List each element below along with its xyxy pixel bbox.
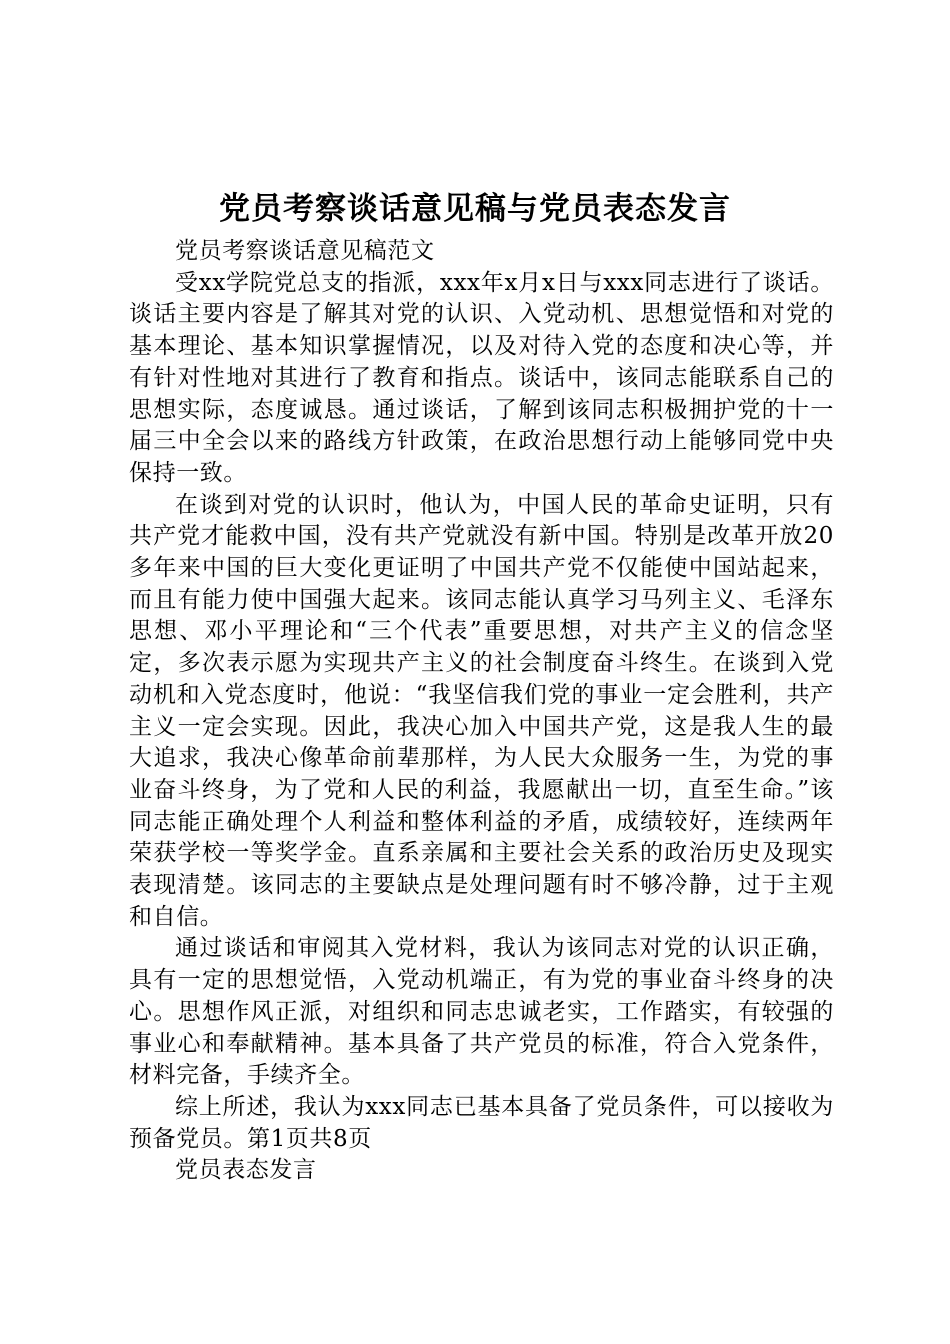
section-heading: 党员考察谈话意见稿范文: [175, 238, 435, 264]
document-body: [129, 236, 834, 1187]
section-heading: 党员表态发言: [175, 1157, 317, 1184]
paragraph: 在谈到对党的认识时，他认为，中国人民的革命史证明，只有共产党才能救中国，没有共产党就没有新中国。特别是改革开放20多年来中国的巨大变化更证明了中国共产党不仅能使中国站起来，而且有能力使中国强大起来。该同志能认真学习马列主义、毛泽东思想、邓小平理论和“三个代表”重要思想，对共产主义的信念坚定，多次表示愿为实现共产主义的社会制度奋斗终生。在谈到入党动机和入党态度时，他说：“我坚信我们党的事业一定会胜利，共产主义一定会实现。因此，我决心加入中国共产党，这是我人生的最大追求，我决心像革命前辈那样，为人民大众服务一生，为党的事业奋斗终身，为了党和人民的利益，我愿献出一切，直至生命。”该同志能正确处理个人利益和整体利益的矛盾，成绩较好，连续两年荣获学校一等奖学金。直系亲属和主要社会关系的政治历史及现实表现清楚。该同志的主要缺点是处理问题有时不够冷静，过于主观和自信。: [129, 491, 834, 930]
paragraph: 受xx学院党总支的指派，xxx年x月x日与xxx同志进行了谈话。谈话主要内容是了解其对党的认识、入党动机、思想觉悟和对党的基本理论、基本知识掌握情况，以及对待入党的态度和决心等，并有针对性地对其进行了教育和指点。谈话中，该同志能联系自己的思想实际，态度诚恳。通过谈话，了解到该同志积极拥护党的十一届三中全会以来的路线方针政策，在政治思想行动上能够同党中央保持一致。: [129, 269, 834, 486]
document-title: 党员考察谈话意见稿与党员表态发言: [219, 191, 731, 227]
paragraph: 通过谈话和审阅其入党材料，我认为该同志对党的认识正确，具有一定的思想觉悟，入党动机端正，有为党的事业奋斗终身的决心。思想作风正派，对组织和同志忠诚老实，工作踏实，有较强的事业心和奉献精神。基本具备了共产党员的标准，符合入党条件，材料完备，手续齐全。: [129, 935, 834, 1089]
paragraph: 综上所述，我认为xxx同志已基本具备了党员条件，可以接收为预备党员。第1页共8页: [129, 1093, 834, 1152]
